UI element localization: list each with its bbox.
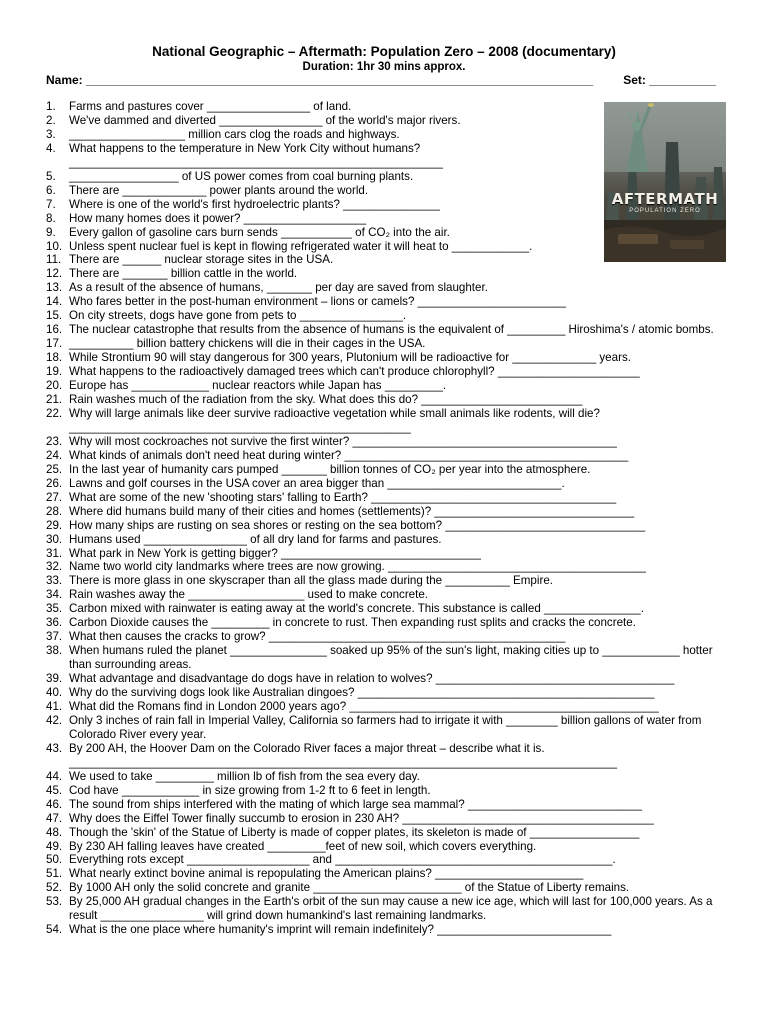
question-number: 50. xyxy=(46,853,63,867)
question-item xyxy=(46,560,722,574)
question-text[interactable]: What then causes the cracks to grow? ______________________________________________ xyxy=(69,630,566,644)
question-item xyxy=(46,686,722,700)
question-number: 30. xyxy=(46,532,63,546)
question-text[interactable]: Who fares better in the post-human environment – lions or camels? _______________________ xyxy=(69,295,566,309)
question-number: 20. xyxy=(46,379,63,393)
question-item xyxy=(46,826,722,840)
question-text[interactable]: There are _____________ power plants around the world. xyxy=(69,183,369,197)
question-item xyxy=(46,323,722,337)
question-item xyxy=(46,100,722,114)
question-item xyxy=(46,672,722,686)
question-number: 10. xyxy=(46,239,63,253)
question-number: 16. xyxy=(46,323,63,337)
question-number: 45. xyxy=(46,783,63,797)
question-text[interactable]: On city streets, dogs have gone from pets to ________________. xyxy=(69,309,407,323)
poster-subtitle: POPULATION ZERO xyxy=(629,208,701,214)
question-text[interactable]: What are some of the new 'shooting stars' falling to Earth? ______________________________________ xyxy=(69,490,617,504)
question-item xyxy=(46,602,722,616)
question-item xyxy=(46,170,722,184)
question-text[interactable]: Unless spent nuclear fuel is kept in flowing refrigerated water it will heat to ____________. xyxy=(69,239,533,253)
question-number: 19. xyxy=(46,365,63,379)
question-number: 15. xyxy=(46,309,63,323)
question-item xyxy=(46,463,722,477)
question-number: 25. xyxy=(46,462,63,476)
question-item xyxy=(46,798,722,812)
question-item xyxy=(46,519,722,533)
question-number: 52. xyxy=(46,881,63,895)
question-number: 36. xyxy=(46,616,63,630)
question-text[interactable]: What did the Romans find in London 2000 years ago? ________________________________________________ xyxy=(69,699,659,713)
question-item xyxy=(46,630,722,644)
question-text[interactable]: What happens to the temperature in New York City without humans? __________________________________________________________ xyxy=(69,141,443,169)
question-number: 29. xyxy=(46,518,63,532)
question-number: 5. xyxy=(46,169,56,183)
question-number: 6. xyxy=(46,183,56,197)
question-item xyxy=(46,351,722,365)
question-item xyxy=(46,114,722,128)
question-number: 27. xyxy=(46,490,63,504)
question-item xyxy=(46,714,722,742)
question-item xyxy=(46,742,722,770)
question-item xyxy=(46,491,722,505)
question-number: 34. xyxy=(46,588,63,602)
question-text[interactable]: By 200 AH, the Hoover Dam on the Colorado River faces a major threat – describe what it is. _____________________________________________________________________________________ xyxy=(69,741,618,769)
duration-line: Duration: 1hr 30 mins approx. xyxy=(302,61,466,73)
question-text[interactable]: What happens to the radioactively damaged trees which can't produce chlorophyll? ______________________ xyxy=(69,365,640,379)
question-item xyxy=(46,588,722,602)
question-number: 24. xyxy=(46,448,63,462)
question-text[interactable]: Where did humans build many of their cities and homes (settlements)? _______________________________ xyxy=(69,504,635,518)
question-number: 4. xyxy=(46,141,56,155)
question-item xyxy=(46,881,722,895)
question-text[interactable]: Humans used ________________ of all dry land for farms and pastures. xyxy=(69,532,442,546)
question-number: 33. xyxy=(46,574,63,588)
question-item xyxy=(46,770,722,784)
question-number: 42. xyxy=(46,713,63,727)
question-number: 41. xyxy=(46,699,63,713)
question-number: 46. xyxy=(46,797,63,811)
question-item xyxy=(46,379,722,393)
question-number: 28. xyxy=(46,504,63,518)
question-item xyxy=(46,309,722,323)
question-number: 31. xyxy=(46,546,63,560)
question-item xyxy=(46,281,722,295)
question-number: 44. xyxy=(46,769,63,783)
question-text[interactable]: Lawns and golf courses in the USA cover an area bigger than ___________________________. xyxy=(69,476,565,490)
question-item xyxy=(46,295,722,309)
question-text[interactable]: Europe has ____________ nuclear reactors while Japan has _________. xyxy=(69,379,447,393)
question-number: 12. xyxy=(46,267,63,281)
question-item xyxy=(46,449,722,463)
question-number: 18. xyxy=(46,351,63,365)
question-text[interactable]: When humans ruled the planet _______________ soaked up 95% of the sun's light, making cities up to ____________ hotter than surrounding areas. xyxy=(69,644,713,672)
question-item xyxy=(46,784,722,798)
question-item xyxy=(46,644,722,672)
question-item xyxy=(46,923,722,937)
question-text[interactable]: Where is one of the world's first hydroelectric plants? _______________ xyxy=(69,197,440,211)
question-text[interactable]: What park in New York is getting bigger? _______________________________ xyxy=(69,546,481,560)
question-text[interactable]: We used to take _________ million lb of fish from the sea every day. xyxy=(69,769,420,783)
question-text[interactable]: What nearly extinct bovine animal is repopulating the American plains? _______________________ xyxy=(69,867,584,881)
question-number: 48. xyxy=(46,825,63,839)
question-text[interactable]: As a result of the absence of humans, _______ per day are saved from slaughter. xyxy=(69,281,488,295)
question-item xyxy=(46,184,722,198)
question-number: 32. xyxy=(46,560,63,574)
question-number: 26. xyxy=(46,476,63,490)
question-text[interactable]: Why do the surviving dogs look like Australian dingoes? ______________________________________________ xyxy=(69,686,655,700)
question-item xyxy=(46,700,722,714)
question-number: 54. xyxy=(46,923,63,937)
question-number: 23. xyxy=(46,434,63,448)
question-text[interactable]: By 25,000 AH gradual changes in the Earth's orbit of the sun may cause a new ice age, which will last for 100,000 years. As a result ________________ will grind down humankind's last remaining landmarks. xyxy=(69,895,713,923)
question-number: 13. xyxy=(46,281,63,295)
question-item xyxy=(46,853,722,867)
question-number: 53. xyxy=(46,895,63,909)
question-text[interactable]: By 230 AH falling leaves have created _________feet of new soil, which covers everything. xyxy=(69,839,537,853)
question-text[interactable]: Carbon Dioxide causes the _________ in concrete to rust. Then expanding rust splits and cracks the concrete. xyxy=(69,616,636,630)
question-number: 39. xyxy=(46,672,63,686)
question-item xyxy=(46,477,722,491)
question-number: 1. xyxy=(46,100,56,113)
question-text[interactable]: Why does the Eiffel Tower finally succumb to erosion in 230 AH? _______________________________________ xyxy=(69,811,654,825)
question-text[interactable]: What advantage and disadvantage do dogs have in relation to wolves? _____________________________________ xyxy=(69,672,675,686)
question-item xyxy=(46,547,722,561)
question-text[interactable]: Though the 'skin' of the Statue of Liberty is made of copper plates, its skeleton is made of _________________ xyxy=(69,825,640,839)
question-number: 43. xyxy=(46,741,63,755)
question-list xyxy=(46,100,722,937)
question-text[interactable]: _________________ of US power comes from coal burning plants. xyxy=(69,169,414,183)
question-text[interactable]: Rain washes away the __________________ used to make concrete. xyxy=(69,588,429,602)
question-number: 40. xyxy=(46,686,63,700)
name-field[interactable]: Name: ____________________________________________________________________________ xyxy=(46,73,594,87)
question-text[interactable]: Only 3 inches of rain fall in Imperial Valley, California so farmers had to irrigate it with ________ billion gallons of water from Colorado River every year. xyxy=(69,713,702,741)
question-text[interactable]: The sound from ships interfered with the mating of which large sea mammal? ___________________________ xyxy=(69,797,642,811)
question-text[interactable]: Carbon mixed with rainwater is eating away at the world's concrete. This substance is called _______________. xyxy=(69,602,644,616)
question-number: 49. xyxy=(46,839,63,853)
question-text[interactable]: Everything rots except ___________________ and ___________________________________________. xyxy=(69,853,616,867)
question-item xyxy=(46,128,722,142)
question-number: 3. xyxy=(46,127,56,141)
question-text[interactable]: What is the one place where humanity's imprint will remain indefinitely? ___________________________ xyxy=(69,923,612,937)
question-text[interactable]: How many ships are rusting on sea shores or resting on the sea bottom? _______________________________ xyxy=(69,518,646,532)
question-text[interactable]: Cod have ____________ in size growing from 1-2 ft to 6 feet in length. xyxy=(69,783,431,797)
question-number: 7. xyxy=(46,197,56,211)
set-field[interactable]: Set: __________ xyxy=(623,73,716,87)
question-text[interactable]: Rain washes much of the radiation from the sky. What does this do? _________________________ xyxy=(69,393,583,407)
question-text[interactable]: There are ______ nuclear storage sites in the USA. xyxy=(69,253,334,267)
question-text[interactable]: Why will large animals like deer survive radioactive vegetation while small animals like rodents, will die? _____________________________________________________ xyxy=(69,406,600,434)
question-item xyxy=(46,365,722,379)
question-item xyxy=(46,574,722,588)
question-number: 21. xyxy=(46,393,63,407)
question-text[interactable]: Name two world city landmarks where trees are now growing. ________________________________________ xyxy=(69,560,646,574)
question-text[interactable]: Farms and pastures cover ________________ of land. xyxy=(69,100,352,113)
worksheet-title: National Geographic – Aftermath: Population Zero – 2008 (documentary) xyxy=(152,44,616,59)
question-number: 22. xyxy=(46,406,63,420)
question-text[interactable]: Every gallon of gasoline cars burn sends ___________ of CO₂ into the air. xyxy=(69,225,450,239)
question-number: 14. xyxy=(46,295,63,309)
question-number: 8. xyxy=(46,211,56,225)
question-item xyxy=(46,533,722,547)
question-text[interactable]: There are _______ billion cattle in the world. xyxy=(69,267,298,281)
question-item xyxy=(46,253,722,267)
question-item xyxy=(46,226,722,240)
question-text[interactable]: There is more glass in one skyscraper than all the glass made during the __________ Empire. xyxy=(69,574,553,588)
question-number: 47. xyxy=(46,811,63,825)
question-item xyxy=(46,812,722,826)
question-item xyxy=(46,393,722,407)
question-item xyxy=(46,895,722,923)
question-item xyxy=(46,435,722,449)
question-number: 51. xyxy=(46,867,63,881)
question-text[interactable]: What kinds of animals don't need heat during winter? ____________________________________________ xyxy=(69,448,629,462)
question-item xyxy=(46,267,722,281)
question-text[interactable]: __________________ million cars clog the roads and highways. xyxy=(69,127,400,141)
question-item xyxy=(46,212,722,226)
question-number: 2. xyxy=(46,113,56,127)
question-text[interactable]: By 1000 AH only the solid concrete and granite _______________________ of the Statue of Liberty remains. xyxy=(69,881,630,895)
question-item xyxy=(46,840,722,854)
question-number: 11. xyxy=(46,253,62,267)
question-text[interactable]: The nuclear catastrophe that results from the absence of humans is the equivalent of _________ Hiroshima's / atomic bombs. xyxy=(69,323,714,337)
name-row xyxy=(46,73,716,88)
question-item xyxy=(46,407,722,435)
question-text[interactable]: Why will most cockroaches not survive the first winter? _________________________________________ xyxy=(69,434,617,448)
question-item xyxy=(46,505,722,519)
question-item xyxy=(46,198,722,212)
question-number: 37. xyxy=(46,630,63,644)
question-text[interactable]: We've dammed and diverted ________________ of the world's major rivers. xyxy=(69,113,461,127)
question-item xyxy=(46,867,722,881)
question-number: 9. xyxy=(46,225,56,239)
question-text[interactable]: In the last year of humanity cars pumped _______ billion tonnes of CO₂ per year into the atmosphere. xyxy=(69,462,591,476)
question-number: 38. xyxy=(46,644,63,658)
question-text[interactable]: While Strontium 90 will stay dangerous for 300 years, Plutonium will be radioactive for _____________ years. xyxy=(69,351,631,365)
question-item xyxy=(46,616,722,630)
question-text[interactable]: How many homes does it power? ___________________ xyxy=(69,211,367,225)
question-number: 35. xyxy=(46,602,63,616)
poster-title: AFTERMATH xyxy=(611,190,719,208)
question-item xyxy=(46,240,722,254)
question-item xyxy=(46,142,722,170)
question-text[interactable]: __________ billion battery chickens will die in their cages in the USA. xyxy=(69,337,426,351)
question-item xyxy=(46,337,722,351)
question-number: 17. xyxy=(46,337,63,351)
